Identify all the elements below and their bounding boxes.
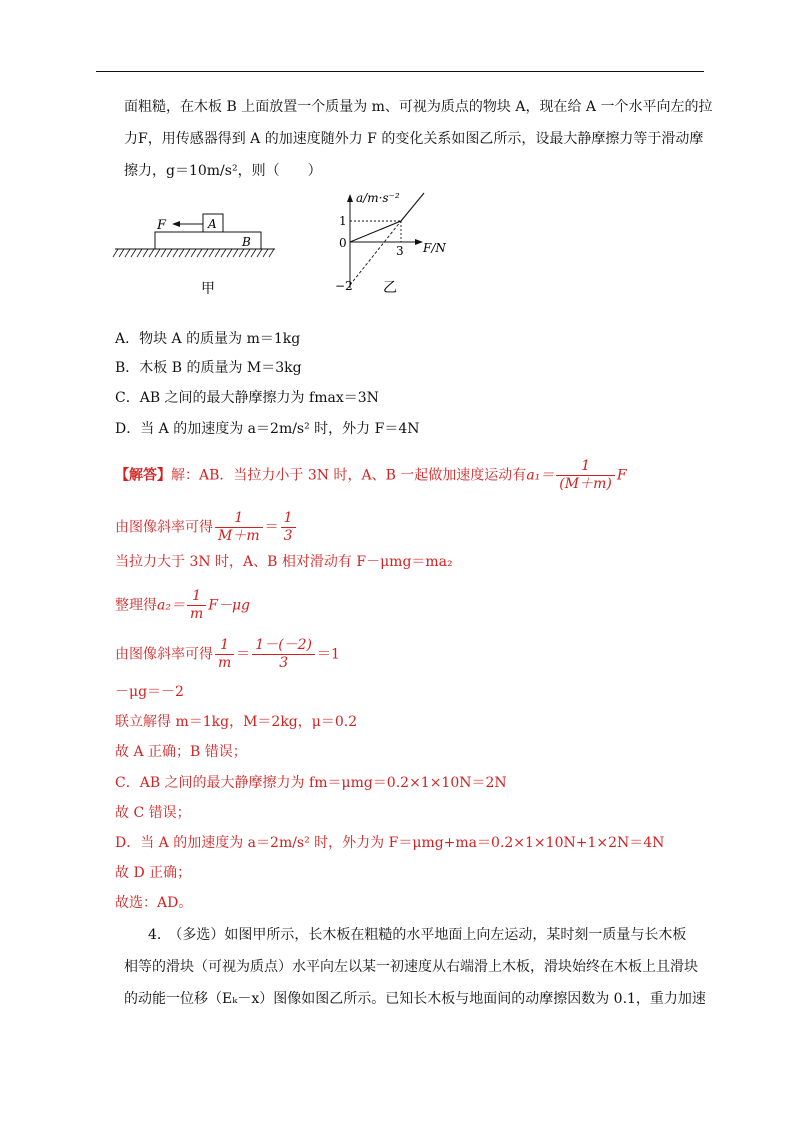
option-a: A．物块 A 的质量为 m＝1kg (115, 331, 301, 347)
solution-line-8: 故 A 正确；B 错误； (115, 744, 247, 760)
intro-line-2: 力F，用传感器得到 A 的加速度随外力 F 的变化关系如图乙所示，设最大静摩擦力等于滑动摩 (124, 131, 704, 147)
solution-l1-lhs: a₁＝ (526, 467, 555, 484)
force-label: F (157, 218, 167, 233)
solution-line-9: C．AB 之间的最大静摩擦力为 fm＝μmg＝0.2×1×10N＝2N (115, 775, 507, 791)
solution-line-13: 故选：AD。 (115, 895, 193, 911)
force-arrow-head (172, 221, 180, 227)
solution-l1-frac: $\frac{1}{(M+m)}$ (556, 458, 615, 493)
board-b-label: B (242, 235, 251, 249)
option-c: C．AB 之间的最大静摩擦力为 fmax＝3N (115, 390, 379, 406)
figure-jia-caption: 甲 (201, 281, 215, 297)
intro-line-3: 擦力，g＝10m/s²，则（ ） (124, 163, 322, 179)
block-a-label: A (208, 217, 217, 231)
option-b: B．木板 B 的质量为 M＝3kg (115, 360, 302, 376)
ground-hatch (113, 249, 274, 257)
solution-line-5: 由图像斜率可得 $\frac{1}{m}$ ＝ $\frac{1-(-2)}{3}$ ＝1 (115, 637, 340, 671)
x-axis-arrow (415, 239, 423, 245)
solution-line-1 (115, 458, 627, 493)
tick-1: 1 (339, 214, 347, 228)
solution-l1-tail: F (616, 467, 627, 484)
solution-line-12: 故 D 正确； (115, 865, 192, 881)
option-d: D．当 A 的加速度为 a＝2m/s² 时，外力 F＝4N (115, 421, 420, 437)
header-rule (96, 71, 704, 72)
solution-tag: 【解答】 (115, 467, 171, 484)
solution-l4-frac: $\frac{1}{m}$ (187, 588, 206, 623)
tick-neg2: −2 (335, 279, 353, 293)
solution-line-2: 由图像斜率可得 $\frac{1}{M+m}$ ＝ $\frac{1}{3}$ (115, 510, 298, 545)
solution-l5-frac-2: $\frac{1-(-2)}{3}$ (252, 637, 315, 672)
graph-segment-1 (350, 221, 401, 242)
solution-line-11: D．当 A 的加速度为 a＝2m/s² 时，外力为 F＝μmg+ma＝0.2×1×10N+1×2N＝4N (115, 835, 665, 851)
solution-l1-text: 解：AB．当拉力小于 3N 时，A、B 一起做加速度运动有 (171, 467, 527, 484)
figure-jia (110, 205, 280, 300)
figure-yi-caption: 乙 (383, 280, 397, 296)
solution-line-10: 故 C 错误； (115, 805, 191, 821)
tick-0: 0 (339, 236, 347, 250)
solution-l5-frac: $\frac{1}{m}$ (215, 637, 234, 672)
solution-line-3: 当拉力大于 3N 时，A、B 相对滑动有 F－μmg＝ma₂ (115, 554, 453, 570)
intro-line-1: 面粗糙，在木板 B 上面放置一个质量为 m、可视为质点的物块 A，现在给 A 一个水平向左的拉 (124, 99, 713, 115)
solution-l2-frac-2: $\frac{1}{3}$ (281, 510, 296, 545)
question4-line-2: 相等的滑块（可视为质点）水平向左以某一初速度从右端滑上木板，滑块始终在木板上且滑块 (124, 959, 698, 975)
tick-3: 3 (396, 244, 404, 258)
solution-line-6: －μg＝－2 (115, 684, 184, 700)
y-axis-label: a/m·s⁻² (356, 191, 400, 205)
figure-yi (325, 188, 460, 300)
question4-line-3: 的动能一位移（Eₖ－x）图像如图乙所示。已知长木板与地面间的动摩擦因数为 0.1，重力加速 (124, 991, 706, 1007)
solution-line-4: 整理得a₂＝ $\frac{1}{m}$ F－μg (115, 588, 251, 622)
graph-segment-2 (401, 193, 424, 221)
solution-line-7: 联立解得 m＝1kg，M＝2kg，μ＝0.2 (115, 714, 358, 730)
solution-l2-frac: $\frac{1}{M+m}$ (215, 510, 263, 545)
extension-line (350, 221, 401, 285)
question4-line-1: 4. （多选）如图甲所示，长木板在粗糙的水平地面上向左运动，某时刻一质量与长木板 (148, 927, 687, 943)
x-axis-label: F/N (423, 241, 446, 255)
y-axis-arrow (347, 194, 353, 202)
